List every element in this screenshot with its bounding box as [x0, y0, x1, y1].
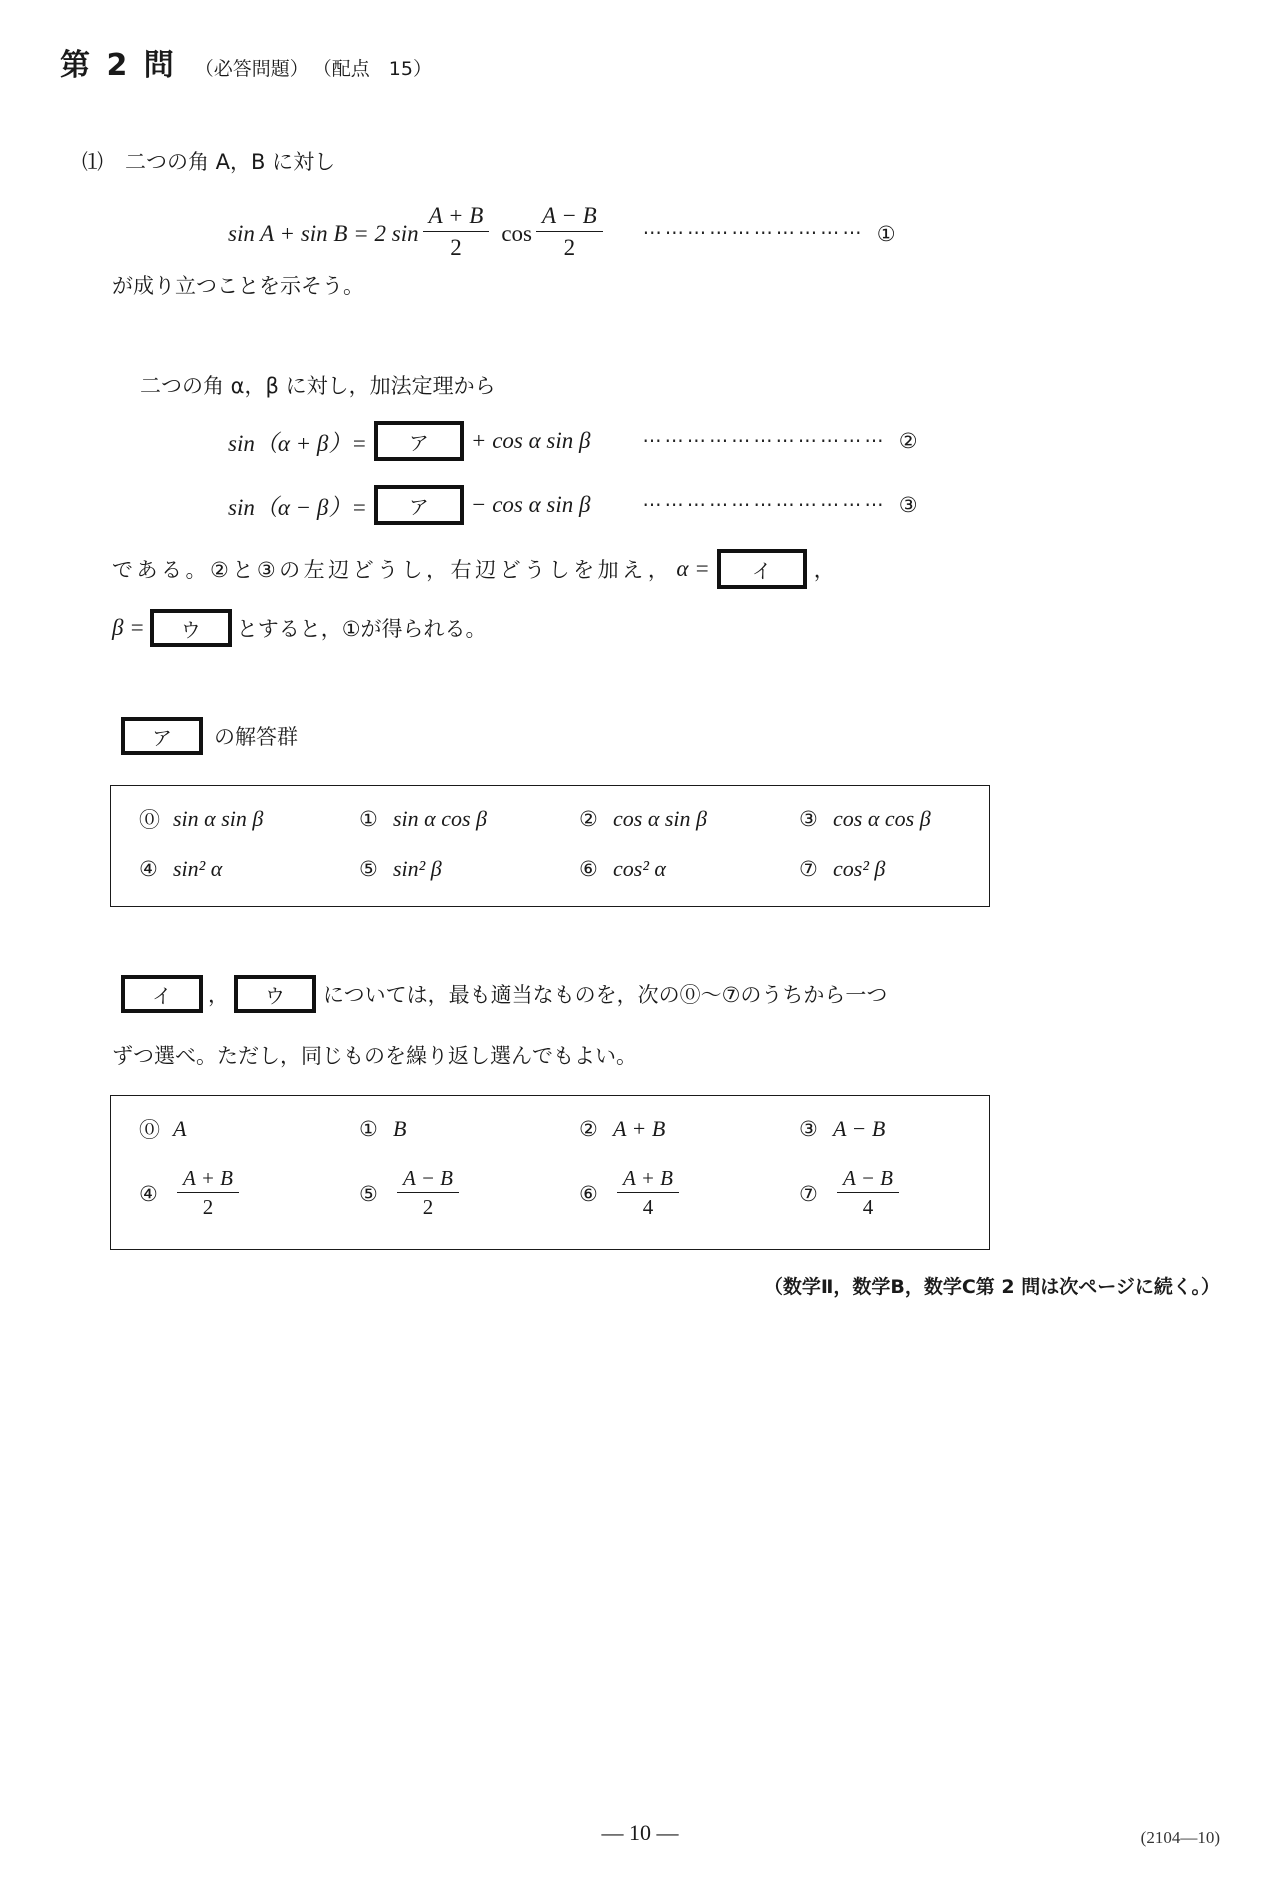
equation-2 [228, 424, 918, 458]
question-header [60, 40, 432, 84]
choices-b-intro-text-1: については，最も適当なものを，次の⓪〜⑦のうちから一つ [323, 983, 888, 1007]
choice-value-fraction [177, 1167, 239, 1220]
choice-key: ① [359, 807, 378, 831]
conclusion-text-part2: とすると，①が得られる。 [236, 617, 487, 641]
fraction-numerator: A + B [623, 1166, 673, 1190]
choice-option[interactable] [139, 856, 359, 882]
conclusion-text-part1: である。②と③の左辺どうし，右辺どうしを加え， [112, 558, 673, 582]
choice-key: ② [579, 807, 598, 831]
equation-3-lhs: sin（α − β）= [228, 494, 367, 520]
fraction-numerator: A − B [403, 1166, 453, 1190]
answer-box-u[interactable]: ウ [153, 612, 229, 644]
choice-option[interactable] [139, 1114, 359, 1144]
after-equation-1-label: が成り立つことを示そう。 [112, 274, 364, 298]
choice-key: ⑦ [799, 857, 818, 881]
fraction-numerator: A − B [843, 1166, 893, 1190]
equation-1-fraction-1 [423, 204, 490, 261]
answer-box-i-caption[interactable]: イ [124, 978, 200, 1010]
answer-box-a-eq2[interactable]: ア [377, 424, 461, 458]
choice-option[interactable] [579, 806, 799, 832]
fraction-bar [617, 1192, 679, 1193]
fraction-bar [536, 231, 603, 232]
leader-dots: ⋯⋯⋯⋯⋯⋯⋯⋯⋯⋯ [642, 223, 865, 245]
alpha-equals-label: α = [676, 556, 710, 581]
conclusion-comma: ， [813, 558, 835, 582]
fraction-numerator: A − B [541, 203, 597, 228]
choice-option[interactable] [799, 806, 931, 832]
choice-option[interactable] [359, 1168, 579, 1221]
choice-value-fraction [617, 1167, 679, 1220]
choice-key: ⑥ [579, 857, 598, 881]
choice-option[interactable] [799, 1116, 885, 1142]
subsection-intro-text: 二つの角 A，B に対し [125, 150, 336, 174]
choice-value: sin α sin β [173, 806, 264, 831]
choice-value: B [393, 1116, 407, 1141]
answer-box-a-caption[interactable]: ア [124, 720, 200, 752]
choice-key: ② [579, 1117, 598, 1141]
choice-value: cos α cos β [833, 806, 931, 831]
choice-key: ⑦ [799, 1182, 818, 1207]
addition-theorem-label: 二つの角 α，β に対し，加法定理から [140, 374, 496, 398]
choices-table-b [110, 1095, 990, 1250]
required-note: （必答問題） [194, 58, 309, 80]
equation-3-rhs: − cos α sin β [470, 492, 591, 517]
choice-value: A + B [613, 1116, 666, 1141]
choice-option[interactable] [359, 1116, 579, 1142]
equation-1-lhs: sin A + sin B = 2 sin [228, 220, 419, 246]
fraction-bar [177, 1192, 239, 1193]
equation-3-tag: ③ [898, 493, 918, 517]
choices-row [111, 856, 989, 882]
fraction-denominator: 2 [422, 1195, 434, 1220]
points-note: （配点 15） [312, 58, 432, 80]
choice-option[interactable] [579, 856, 799, 882]
fraction-numerator: A + B [183, 1166, 233, 1190]
answer-box-i[interactable]: イ [720, 552, 804, 586]
equation-1-tag: ① [876, 221, 896, 246]
choice-value: cos α sin β [613, 806, 708, 831]
equation-2-rhs: + cos α sin β [470, 428, 591, 453]
page-code: (2104—10) [1140, 1828, 1220, 1847]
fraction-denominator: 4 [862, 1195, 874, 1220]
choices-row [111, 1168, 989, 1221]
choice-value-fraction [397, 1167, 459, 1220]
choice-value: sin² β [393, 856, 442, 881]
choices-b-intro-text-2: ずつ選べ。ただし，同じものを繰り返し選んでもよい。 [112, 1044, 637, 1068]
choices-a-caption-text: の解答群 [214, 725, 298, 749]
choice-key: ③ [799, 1117, 818, 1141]
conclusion-line-1 [112, 552, 835, 586]
beta-equals-label: β = [112, 615, 145, 640]
subsection-number: ⑴ [82, 150, 103, 174]
equation-2-lhs: sin（α + β）= [228, 430, 367, 456]
choices-table-a [110, 785, 990, 907]
choice-option[interactable] [799, 1168, 903, 1221]
fraction-denominator: 2 [450, 235, 462, 261]
fraction-denominator: 4 [642, 1195, 654, 1220]
choices-b-separator: ， [208, 983, 229, 1007]
choice-key: ③ [799, 807, 818, 831]
choices-b-intro-line-1 [124, 978, 887, 1010]
choice-key: ⑤ [359, 857, 378, 881]
subsection-intro [82, 146, 335, 176]
choice-option[interactable] [139, 1168, 359, 1221]
fraction-bar [397, 1192, 459, 1193]
choice-key: ⓪ [139, 1118, 160, 1142]
choice-value: cos² β [833, 856, 886, 881]
choice-option[interactable] [579, 1116, 799, 1142]
choice-option[interactable] [799, 856, 885, 882]
choice-key: ④ [139, 857, 158, 881]
choice-option[interactable] [579, 1168, 799, 1221]
fraction-denominator: 2 [563, 235, 576, 261]
choices-b-intro-line-2 [112, 1040, 637, 1070]
answer-box-a-eq3[interactable]: ア [377, 488, 461, 522]
question-number: 第 2 問 [60, 48, 177, 83]
fraction-bar [837, 1192, 899, 1193]
choices-row [111, 1114, 989, 1144]
conclusion-line-2 [112, 612, 487, 644]
choice-key: ④ [139, 1182, 158, 1207]
choices-a-caption [124, 720, 298, 752]
equation-2-tag: ② [898, 429, 918, 453]
fraction-bar [423, 231, 490, 232]
choice-option[interactable] [139, 804, 359, 834]
equation-1 [228, 205, 896, 262]
continue-note: （数学Ⅱ，数学B，数学C第 2 問は次ページに続く。） [763, 1276, 1220, 1298]
choice-key: ⓪ [139, 808, 160, 832]
fraction-numerator: A + B [428, 203, 484, 228]
choice-value: sin² α [173, 856, 223, 881]
choice-option[interactable] [359, 856, 579, 882]
leader-dots: ⋯⋯⋯⋯⋯⋯⋯⋯⋯⋯⋯ [642, 494, 887, 516]
leader-dots: ⋯⋯⋯⋯⋯⋯⋯⋯⋯⋯⋯ [642, 430, 887, 452]
choice-key: ⑤ [359, 1182, 378, 1207]
choices-row [111, 804, 989, 834]
answer-box-u-caption[interactable]: ウ [237, 978, 313, 1010]
page-number: — 10 — [601, 1820, 679, 1845]
choice-value-fraction [837, 1167, 899, 1220]
equation-3 [228, 488, 918, 522]
choice-value: A − B [833, 1116, 886, 1141]
choice-key: ① [359, 1117, 378, 1141]
choice-key: ⑥ [579, 1182, 598, 1207]
choice-option[interactable] [359, 806, 579, 832]
fraction-denominator: 2 [202, 1195, 214, 1220]
choice-value: A [173, 1116, 187, 1141]
after-equation-1-text [112, 270, 364, 300]
choice-value: sin α cos β [393, 806, 488, 831]
addition-theorem-text [140, 370, 496, 400]
equation-1-fraction-2 [536, 204, 603, 261]
choice-value: cos² α [613, 856, 666, 881]
equation-1-cos: cos [501, 220, 532, 246]
